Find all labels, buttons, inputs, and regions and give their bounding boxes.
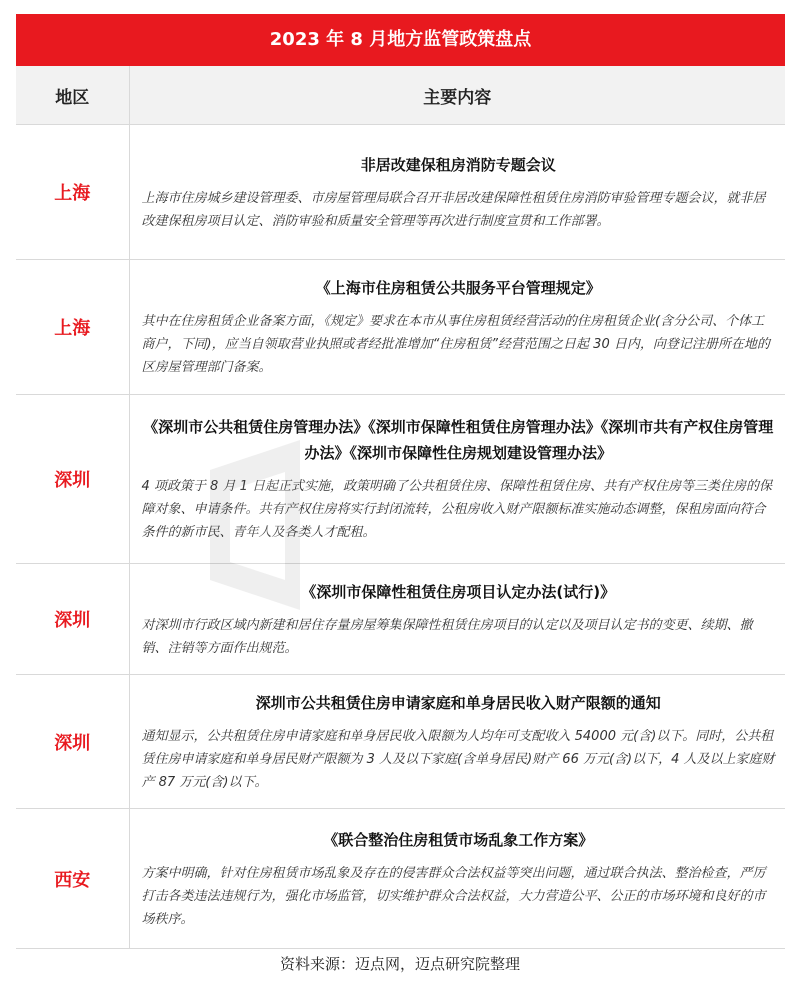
policy-description: 对深圳市行政区域内新建和居住存量房屋筹集保障性租赁住房项目的认定以及项目认定书的变更、续期、撤销、注销等方面作出规范。 (141, 617, 753, 656)
policy-description: 上海市住房城乡建设管理委、市房屋管理局联合召开非居改建保障性租赁住房消防审验管理专题会议，就非居改建保租房项目认定、消防审验和质量安全管理等再次进行制度宣贯和工作部署。 (141, 190, 766, 229)
content-cell (129, 809, 785, 949)
policy-description: 其中在住房租赁企业备案方面，《规定》要求在本市从事住房租赁经营活动的住房租赁企业(含分公司、个体工商户，下同)，应当自领取营业执照或者经批准增加“住房租赁”经营范围之日起 30 日内，向登记注册所在地的区房屋管理部门备案。 (141, 314, 770, 375)
policy-title: 《联合整治住房租赁市场乱象工作方案》 (323, 830, 594, 849)
content-cell (129, 675, 785, 809)
region-cell: 西安 (16, 809, 129, 949)
policy-title: 非居改建保租房消防专题会议 (360, 155, 556, 174)
policy-title: 《深圳市保障性租赁住房项目认定办法(试行)》 (301, 582, 616, 601)
policy-description: 方案中明确，针对住房租赁市场乱象及存在的侵害群众合法权益等突出问题，通过联合执法、整治检查，严厉打击各类违法违规行为，强化市场监管，切实维护群众合法权益，大力营造公平、公正的市场环境和良好的市场秩序。 (141, 865, 766, 927)
header-content: 主要内容 (129, 66, 785, 125)
content-cell (129, 260, 785, 395)
policy-title: 《深圳市公共租赁住房管理办法》《深圳市保障性租赁住房管理办法》《深圳市共有产权住房管理办法》《深圳市保障性住房规划建设管理办法》 (143, 418, 774, 462)
header-region: 地区 (16, 66, 129, 125)
policy-description: 通知显示，公共租赁住房申请家庭和单身居民收入限额为人均年可支配收入 54000 元(含)以下。同时，公共租赁住房申请家庭和单身居民财产限额为 3 人及以下家庭(含单身居民)财产 66 万元(含)以下，4 人及以上家庭财产 87 万元(含)以下。 (141, 728, 775, 790)
region-cell: 深圳 (16, 564, 129, 675)
table-row (16, 675, 785, 809)
table-row (16, 260, 785, 395)
content-cell (129, 125, 785, 260)
table-header-row (16, 66, 785, 125)
region-cell: 深圳 (16, 395, 129, 564)
policy-title: 《上海市住房租赁公共服务平台管理规定》 (315, 279, 601, 297)
table-row (16, 125, 785, 260)
content-cell (129, 395, 785, 564)
region-cell: 上海 (16, 260, 129, 395)
table-row (16, 395, 785, 564)
policy-table (16, 66, 785, 949)
policy-description: 4 项政策于 8 月 1 日起正式实施，政策明确了公共租赁住房、保障性租赁住房、共有产权住房等三类住房的保障对象、申请条件。共有产权住房将实行封闭流转，公租房收入财产限额标准实施动态调整，保租房面向符合条件的新市民、青年人及各类人才配租。 (141, 479, 772, 540)
table-title: 2023 年 8 月地方监管政策盘点 (16, 14, 785, 66)
region-cell: 上海 (16, 125, 129, 260)
source-note: 资料来源：迈点网，迈点研究院整理 (279, 955, 520, 973)
content-cell (129, 564, 785, 675)
region-cell: 深圳 (16, 675, 129, 809)
table-row (16, 564, 785, 675)
table-row (16, 809, 785, 949)
policy-table-card (16, 14, 785, 949)
policy-title: 深圳市公共租赁住房申请家庭和单身居民收入财产限额的通知 (255, 693, 661, 712)
